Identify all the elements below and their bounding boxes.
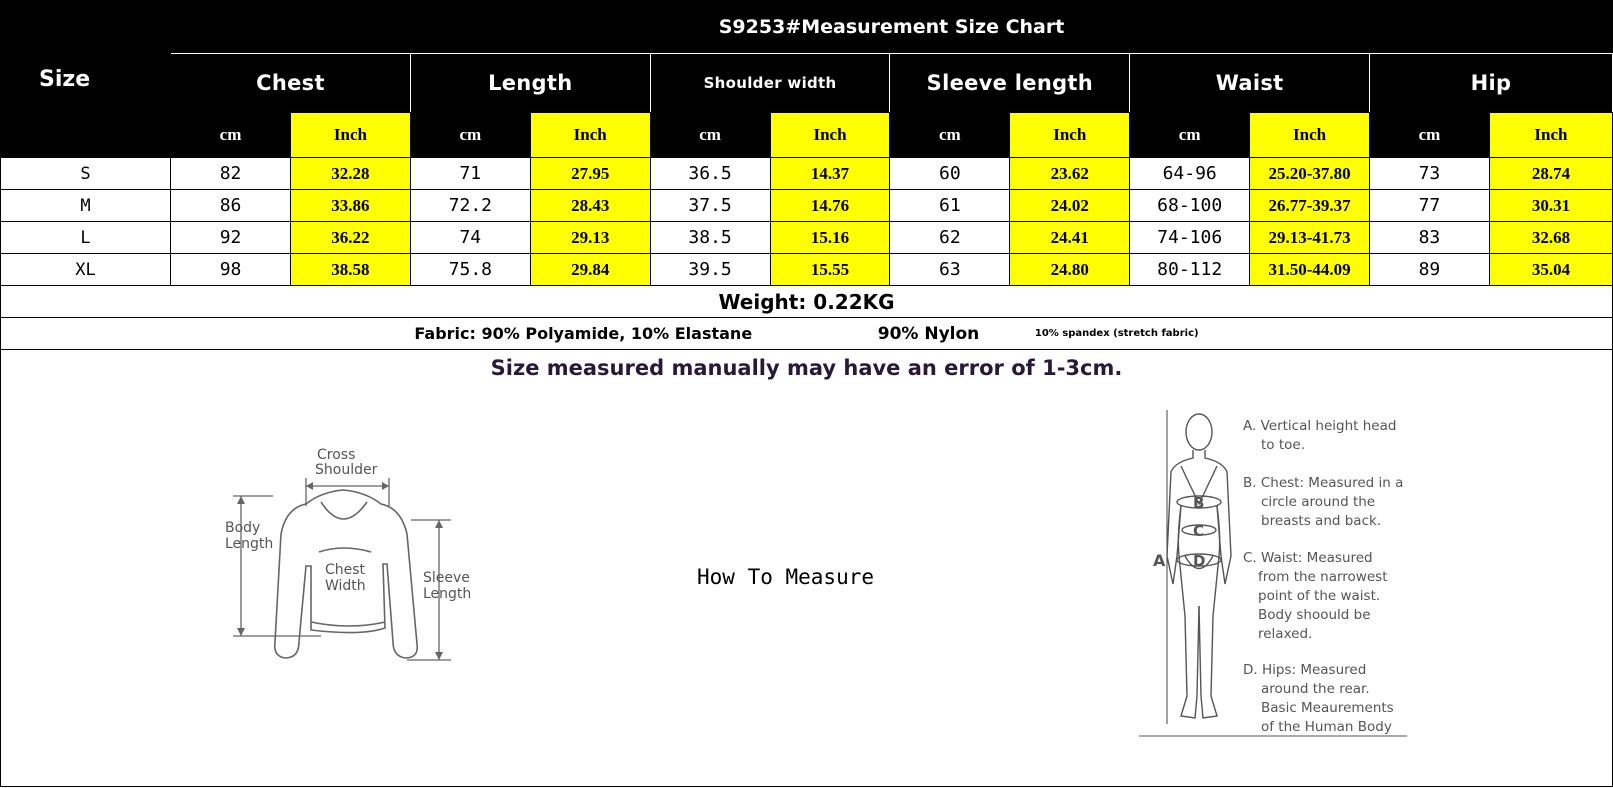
- body-letter-b: B: [1193, 494, 1205, 512]
- unit-inch-header: Inch: [530, 113, 650, 158]
- inch-value-cell: 25.20-37.80: [1250, 158, 1370, 190]
- inch-value-cell: 27.95: [530, 158, 650, 190]
- inch-value-cell: 32.68: [1489, 222, 1612, 254]
- fabric-spandex: 10% spandex (stretch fabric): [1034, 328, 1199, 340]
- cm-value-cell: 75.8: [410, 254, 530, 286]
- label-sleeve-length-1: Sleeve: [423, 570, 470, 586]
- cm-value-cell: 80-112: [1130, 254, 1250, 286]
- unit-cm-header: cm: [890, 113, 1010, 158]
- table-row: [1, 222, 1613, 254]
- body-text-line: Body shoould be: [1258, 607, 1371, 623]
- table-row: [1, 190, 1613, 222]
- cm-value-cell: 74: [410, 222, 530, 254]
- cm-value-cell: 63: [890, 254, 1010, 286]
- body-text-line: of the Human Body: [1261, 719, 1392, 735]
- inch-value-cell: 15.16: [770, 222, 890, 254]
- unit-inch-header: Inch: [1010, 113, 1130, 158]
- inch-value-cell: 36.22: [290, 222, 410, 254]
- inch-value-cell: 14.76: [770, 190, 890, 222]
- unit-cm-header: cm: [410, 113, 530, 158]
- fabric-composition: Fabric: 90% Polyamide, 10% Elastane: [414, 324, 753, 344]
- body-text-line: C. Waist: Measured: [1243, 550, 1373, 566]
- inch-value-cell: 24.02: [1010, 190, 1130, 222]
- size-cell: XL: [1, 254, 171, 286]
- body-text-line: point of the waist.: [1258, 588, 1381, 604]
- label-chest-width-1: Chest: [325, 562, 366, 578]
- label-chest-width-2: Width: [325, 578, 366, 594]
- weight-info: Weight: 0.22KG: [1, 286, 1613, 318]
- group-header-sleeve-length: Sleeve length: [890, 54, 1130, 113]
- cm-value-cell: 64-96: [1130, 158, 1250, 190]
- body-measure-diagram: [1139, 406, 1439, 746]
- size-cell: M: [1, 190, 171, 222]
- group-header-shoulder-width: Shoulder width: [650, 54, 890, 113]
- inch-value-cell: 31.50-44.09: [1250, 254, 1370, 286]
- how-to-measure-panel: [0, 382, 1613, 787]
- cm-value-cell: 89: [1370, 254, 1490, 286]
- cm-value-cell: 92: [171, 222, 291, 254]
- cm-value-cell: 82: [171, 158, 291, 190]
- inch-value-cell: 35.04: [1489, 254, 1612, 286]
- body-text-line: from the narrowest: [1258, 569, 1388, 585]
- cm-value-cell: 68-100: [1130, 190, 1250, 222]
- cm-value-cell: 73: [1370, 158, 1490, 190]
- unit-header-row: [1, 113, 1613, 158]
- inch-value-cell: 29.13-41.73: [1250, 222, 1370, 254]
- unit-cm-header: cm: [1370, 113, 1490, 158]
- cm-value-cell: 61: [890, 190, 1010, 222]
- body-text-line: D. Hips: Measured: [1243, 662, 1367, 678]
- cm-value-cell: 83: [1370, 222, 1490, 254]
- size-cell: L: [1, 222, 171, 254]
- body-text-line: A. Vertical height head: [1243, 418, 1397, 434]
- cm-value-cell: 62: [890, 222, 1010, 254]
- chart-title: S9253#Measurement Size Chart: [171, 1, 1613, 54]
- group-header-waist: Waist: [1130, 54, 1370, 113]
- table-row: [1, 254, 1613, 286]
- unit-inch-header: Inch: [1250, 113, 1370, 158]
- cm-value-cell: 71: [410, 158, 530, 190]
- cm-value-cell: 98: [171, 254, 291, 286]
- inch-value-cell: 29.13: [530, 222, 650, 254]
- inch-value-cell: 30.31: [1489, 190, 1612, 222]
- fabric-nylon: 90% Nylon: [877, 323, 980, 344]
- group-header-chest: Chest: [171, 54, 411, 113]
- inch-value-cell: 24.41: [1010, 222, 1130, 254]
- label-cross-shoulder-2: Shoulder: [315, 462, 378, 478]
- body-letter-c: C: [1193, 522, 1205, 540]
- label-body-length-1: Body: [225, 520, 261, 536]
- body-text-line: breasts and back.: [1261, 513, 1382, 529]
- size-chart-table: [0, 0, 1613, 387]
- garment-measure-diagram: [211, 444, 471, 674]
- cm-value-cell: 86: [171, 190, 291, 222]
- cm-value-cell: 60: [890, 158, 1010, 190]
- group-header-length: Length: [410, 54, 650, 113]
- size-chart: [0, 0, 1613, 387]
- cm-value-cell: 38.5: [650, 222, 770, 254]
- unit-inch-header: Inch: [1489, 113, 1612, 158]
- body-text-line: relaxed.: [1258, 626, 1313, 642]
- table-row: [1, 158, 1613, 190]
- inch-value-cell: 14.37: [770, 158, 890, 190]
- size-cell: S: [1, 158, 171, 190]
- unit-inch-header: Inch: [290, 113, 410, 158]
- inch-value-cell: 26.77-39.37: [1250, 190, 1370, 222]
- inch-value-cell: 24.80: [1010, 254, 1130, 286]
- unit-cm-header: cm: [650, 113, 770, 158]
- inch-value-cell: 15.55: [770, 254, 890, 286]
- size-column-header: Size: [1, 1, 171, 158]
- inch-value-cell: 23.62: [1010, 158, 1130, 190]
- inch-value-cell: 32.28: [290, 158, 410, 190]
- cm-value-cell: 74-106: [1130, 222, 1250, 254]
- cm-value-cell: 39.5: [650, 254, 770, 286]
- label-sleeve-length-2: Length: [423, 586, 471, 602]
- inch-value-cell: 28.74: [1489, 158, 1612, 190]
- cm-value-cell: 37.5: [650, 190, 770, 222]
- group-header-hip: Hip: [1370, 54, 1613, 113]
- label-body-length-2: Length: [225, 536, 274, 552]
- body-letter-a: A: [1153, 551, 1166, 570]
- inch-value-cell: 28.43: [530, 190, 650, 222]
- body-text-line: to toe.: [1261, 437, 1305, 453]
- cm-value-cell: 72.2: [410, 190, 530, 222]
- body-text-line: B. Chest: Measured in a: [1243, 475, 1404, 491]
- body-text-line: Basic Meaurements: [1261, 700, 1394, 716]
- unit-inch-header: Inch: [770, 113, 890, 158]
- inch-value-cell: 33.86: [290, 190, 410, 222]
- inch-value-cell: 29.84: [530, 254, 650, 286]
- label-cross-shoulder-1: Cross: [317, 447, 356, 463]
- unit-cm-header: cm: [1130, 113, 1250, 158]
- body-text-line: circle around the: [1261, 494, 1376, 510]
- unit-cm-header: cm: [171, 113, 291, 158]
- how-to-measure-label: How To Measure: [697, 565, 875, 589]
- body-letter-d: D: [1193, 552, 1206, 570]
- measurement-note: Size measured manually may have an error of 1-3cm.: [1, 350, 1613, 387]
- cm-value-cell: 77: [1370, 190, 1490, 222]
- inch-value-cell: 38.58: [290, 254, 410, 286]
- cm-value-cell: 36.5: [650, 158, 770, 190]
- fabric-info: [1, 318, 1613, 350]
- body-text-line: around the rear.: [1261, 681, 1370, 697]
